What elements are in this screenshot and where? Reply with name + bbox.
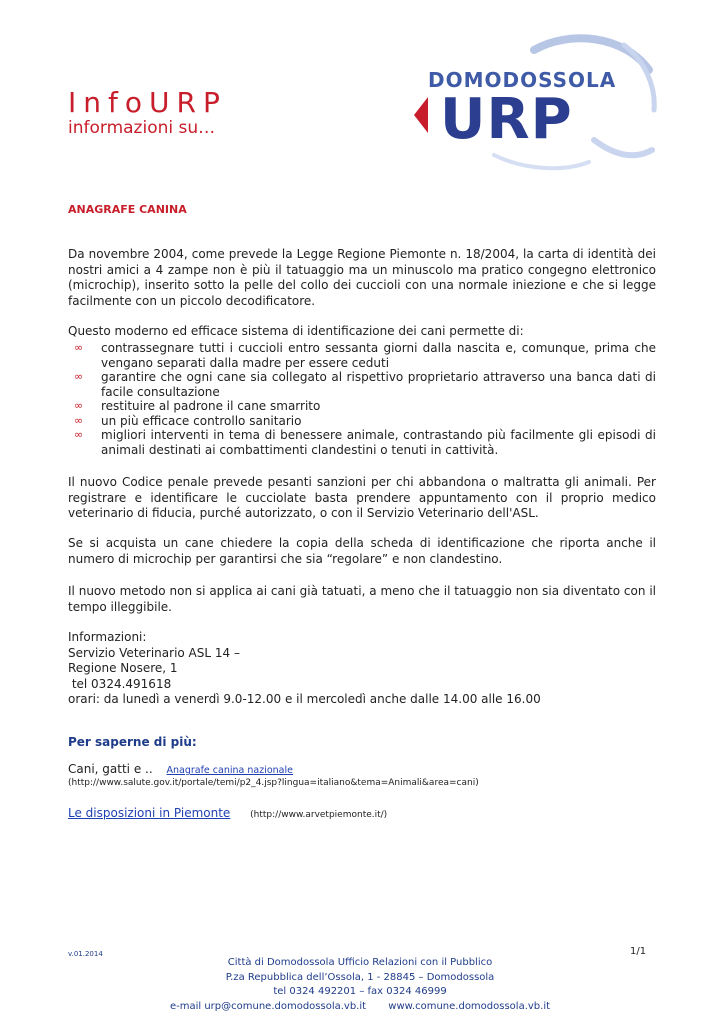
logo-red-mark-icon <box>410 97 430 133</box>
logo-urp-text: URP <box>440 87 573 152</box>
national-registry-link[interactable]: Anagrafe canina nazionale <box>166 765 293 776</box>
acquisto-paragraph: Se si acquista un cane chiedere la copia della scheda di identificazione che riporta anche il numero di microchip per garantirsi che sia “regolare” e non clandestino. <box>68 536 656 566</box>
page-number: 1/1 <box>630 946 647 957</box>
header-subtitle: informazioni su… <box>68 118 216 138</box>
info-phone: tel 0324.491618 <box>68 676 172 691</box>
list-item-text: migliori interventi in tema di benessere animale, contrastando più facilmente gli episodi di animali destinati ai combattimenti clandestini o tenuti in cattività. <box>101 428 656 457</box>
national-registry-row <box>68 762 293 776</box>
footer-email-web: e-mail urp@comune.domodossola.vb.it www.comune.domodossola.vb.it <box>169 1000 551 1012</box>
list-item <box>68 428 656 457</box>
piemonte-row <box>68 806 387 820</box>
info-label: Informazioni: <box>68 630 147 644</box>
intro-paragraph: Da novembre 2004, come prevede la Legge Regione Piemonte n. 18/2004, la carta di identità dei nostri amici a 4 zampe non è più il tatuaggio ma un minuscolo ma pratico congegno elettronico (microchip), inserito sotto la pelle del collo dei cuccioli con una normale iniezione e che si legge facilmente con un piccolo decodificatore. <box>68 247 656 308</box>
list-item-text: garantire che ogni cane sia collegato al rispettivo proprietario attraverso una banca dati di facile consultazione <box>101 370 656 399</box>
infinity-bullet-icon: ∞ <box>74 370 84 383</box>
info-office: Servizio Veterinario ASL 14 – <box>68 645 240 660</box>
row-prefix-text: Cani, gatti e .. <box>68 762 153 776</box>
list-item-text: restituire al padrone il cane smarrito <box>101 399 321 413</box>
infinity-bullet-icon: ∞ <box>74 399 84 412</box>
metodo-paragraph: Il nuovo metodo non si applica ai cani già tatuati, a meno che il tatuaggio non sia diventato con il tempo illeggibile. <box>68 584 656 614</box>
codice-paragraph: Il nuovo Codice penale prevede pesanti sanzioni per chi abbandona o maltratta gli animali. Per registrare e identificare le cucciolate basta prendere appuntamento con il proprio medico veterinario di fiducia, purché autorizzato, o con il Servizio Veterinario dell'ASL. <box>68 475 656 520</box>
logo-city-text: DOMODOSSOLA <box>428 68 617 92</box>
national-registry-url: (http://www.salute.gov.it/portale/temi/p2_4.jsp?lingua=italiano&tema=Animali&area=cani) <box>68 778 479 788</box>
footer-address: P.za Repubblica dell’Ossola, 1 - 28845 – Domodossola <box>225 971 495 983</box>
document-title: ANAGRAFE CANINA <box>68 203 187 216</box>
info-address: Regione Nosere, 1 <box>68 661 178 675</box>
contact-info <box>68 630 656 708</box>
footer-phone: tel 0324 492201 – fax 0324 46999 <box>273 986 447 997</box>
more-info-heading: Per saperne di più: <box>68 735 197 749</box>
infinity-bullet-icon: ∞ <box>74 341 84 354</box>
domodossola-urp-logo <box>404 30 664 175</box>
benefits-list <box>68 341 656 457</box>
list-item <box>68 341 656 370</box>
footer-contacts <box>150 956 570 1014</box>
info-hours: orari: da lunedì a venerdì 9.0-12.00 e il mercoledì anche dalle 14.00 alle 16.00 <box>68 692 541 706</box>
infinity-bullet-icon: ∞ <box>74 413 84 427</box>
list-item-text: un più efficace controllo sanitario <box>101 413 302 428</box>
list-item <box>68 370 656 399</box>
header-title: InfoURP <box>68 86 227 119</box>
list-item-text: contrassegnare tutti i cuccioli entro sessanta giorni dalla nascita e, comunque, prima che vengano separati dalla madre per essere ceduti <box>101 341 656 370</box>
list-item <box>68 414 656 429</box>
version-label: v.01.2014 <box>68 950 103 958</box>
footer-office: Città di Domodossola Ufficio Relazioni con il Pubblico <box>227 957 493 968</box>
piemonte-link[interactable]: Le disposizioni in Piemonte <box>68 806 231 820</box>
list-item <box>68 399 656 414</box>
list-intro: Questo moderno ed efficace sistema di identificazione dei cani permette di: <box>68 324 524 338</box>
piemonte-url: (http://www.arvetpiemonte.it/) <box>250 810 388 820</box>
infinity-bullet-icon: ∞ <box>74 428 84 441</box>
